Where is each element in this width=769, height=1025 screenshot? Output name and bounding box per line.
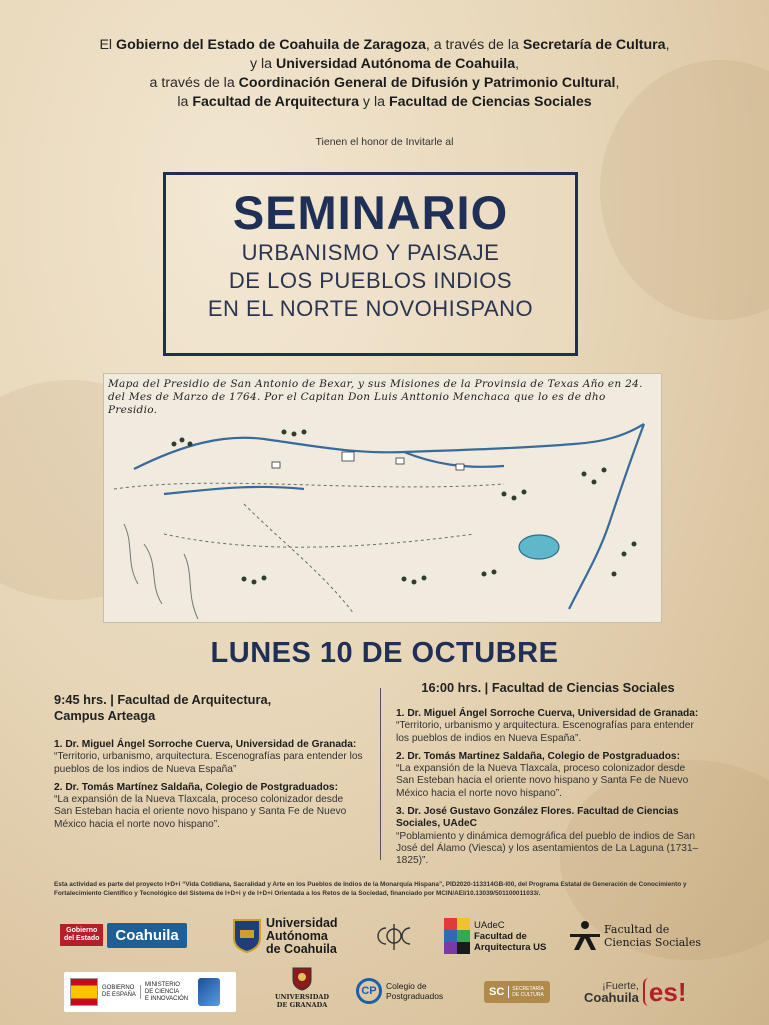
secretaria-cultura-logo	[484, 981, 550, 1003]
spain-flag-icon	[70, 978, 98, 1006]
gobierno-badge	[60, 924, 103, 946]
uadec-text-1: Universidad	[266, 915, 338, 930]
sc-text-3: DE CULTURA	[512, 992, 544, 998]
talk-speaker: 1. Dr. Miguel Ángel Sorroche Cuerva, Universidad de Granada:	[396, 708, 699, 719]
map-drawing	[104, 374, 662, 623]
gobierno-coahuila-logo	[60, 920, 210, 950]
sc-text-2: SECRETARÍA	[512, 986, 544, 992]
talk-speaker: 1. Dr. Miguel Ángel Sorroche Cuerva, Universidad de Granada:	[54, 739, 357, 750]
invitation-text: Tienen el honor de Invitarle al	[315, 136, 454, 148]
historic-map	[103, 373, 662, 623]
talk-speaker: 2. Dr. Tomás Martínez Saldaña, Colegio de Postgraduados:	[54, 781, 338, 793]
colegio-postgraduados-logo	[356, 976, 456, 1006]
aei-mark-icon	[198, 978, 220, 1006]
coahuila-badge: Coahuila	[107, 923, 186, 948]
talk-item	[396, 708, 700, 745]
es-mark: es!	[643, 978, 687, 1006]
esp-text-1: GOBIERNO	[102, 985, 135, 991]
esp-text-2: DE ESPAÑA	[102, 992, 136, 998]
talk-speaker: 3. Dr. José Gustavo González Flores. Facultad de Ciencias Sociales, UAdeC	[396, 806, 679, 830]
column-divider	[380, 688, 381, 860]
talk-title: “La expansión de la Nueva Tlaxcala, proceso colonizador desde San Esteban hacia el oriente novo hispano y Santa Fe de Nuevo México hacia el norte novo hispano”.	[396, 763, 689, 799]
cp-text-1: Colegio de	[386, 981, 427, 991]
coahuila-es-logo	[584, 972, 714, 1012]
farq-text-1: UAdeC	[474, 919, 505, 931]
min-text-2: DE CIENCIA	[144, 988, 180, 995]
uadec-shield-icon	[232, 918, 262, 954]
estado-text: del Estado	[64, 935, 100, 942]
ciencias-sociales-mark-icon	[570, 920, 600, 952]
afternoon-venue: 16:00 hrs. | Facultad de Ciencias Sociales	[421, 680, 675, 695]
header-line-2: y la Universidad Autónoma de Coahuila,	[249, 56, 520, 72]
talk-item	[396, 806, 700, 867]
talk-title: “La expansión de la Nueva Tlaxcala, proceso colonizador desde San Esteban hacia el oriente novo hispano y Santa Fe de Nuevo México hacia el norte novo hispano”.	[54, 794, 347, 830]
header-line-4: la Facultad de Arquitectura y la Facultad de Ciencias Sociales	[177, 94, 592, 110]
morning-venue	[54, 692, 364, 724]
cp-text-2: Postgraduados	[386, 991, 444, 1001]
talk-title: “Poblamiento y dinámica demográfica del pueblo de indios de San José del Álamo (Viesca) y los asentamientos de La Laguna (1731–1825)”.	[396, 830, 699, 867]
uadec-text-3: de Coahuila	[266, 941, 337, 956]
ugr-text-2: DE GRANADA	[276, 1001, 328, 1009]
talk-item	[54, 782, 364, 831]
uadec-logo	[232, 914, 352, 958]
header-line-3: a través de la Coordinación General de Difusión y Patrimonio Cultural,	[149, 75, 620, 91]
afternoon-session	[396, 680, 700, 874]
min-text-1: MINISTERIO	[144, 981, 180, 988]
uadec-text-2: Autónoma	[266, 928, 328, 943]
morning-session	[54, 692, 364, 837]
granada-crest-icon	[291, 966, 313, 992]
arquitectura-mark-icon	[444, 918, 470, 954]
map-caption-line-1: Mapa del Presidio de San Antonio de Bexar, y sus Misiones de la Provinsia de Texas Año en 24.	[108, 378, 643, 390]
event-date: LUNES 10 DE OCTUBRE	[210, 637, 559, 669]
talk-item	[396, 751, 700, 800]
talk-title: “Territorio, urbanismo, arquitectura. Escenografías para entender los pueblos de los indios de Nueva España”	[54, 751, 363, 775]
gobierno-text: Gobierno	[66, 927, 98, 934]
morning-venue-line-1: 9:45 hrs. | Facultad de Arquitectura,	[54, 692, 272, 707]
seminar-subtitle-3: EN EL NORTE NOVOHISPANO	[207, 296, 534, 321]
talk-item	[54, 739, 364, 776]
min-text-3: E INNOVACIÓN	[144, 995, 189, 1002]
cpc-monogram-icon	[372, 920, 416, 954]
map-caption-line-2: del Mes de Marzo de 1764. Por el Capitan Don Luis Anttonio Menchaca que lo es de dho Presidio.	[108, 391, 606, 416]
cp-mark-icon: CP	[356, 978, 382, 1004]
morning-venue-line-2: Campus Arteaga	[54, 708, 156, 723]
seminar-subtitle-2: DE LOS PUEBLOS INDIOS	[228, 268, 513, 293]
header-line-1: El Gobierno del Estado de Coahuila de Zaragoza, a través de la Secretaría de Cultura,	[99, 37, 670, 53]
lake	[519, 535, 559, 559]
seminar-title-box	[163, 172, 578, 356]
universidad-granada-logo	[268, 966, 336, 1016]
sc-text: SC	[489, 986, 505, 998]
farq-text-3: Arquitectura US	[474, 941, 547, 953]
ugr-text-1: UNIVERSIDAD	[274, 993, 330, 1001]
seminar-subtitle-1: URBANISMO Y PAISAJE	[241, 240, 500, 265]
coahuila-text: Coahuila	[584, 990, 639, 1005]
cpc-logo	[372, 918, 420, 956]
gobierno-espana-logo	[64, 972, 236, 1012]
talk-speaker: 2. Dr. Tomás Martinez Saldaña, Colegio de Postgraduados:	[396, 750, 680, 762]
facultad-arquitectura-logo	[444, 916, 554, 956]
fuerte-text: ¡Fuerte,	[602, 980, 639, 992]
seminar-title: SEMINARIO	[232, 186, 509, 239]
organizers-header	[0, 36, 769, 112]
funding-footnote: Esta actividad es parte del proyecto I+D+i “Vida Cotidiana, Sacralidad y Arte en los Pueblos de Indios de la Monarquía Hispana”, PID2020-113314GB-I00, del Programa Estatal de Generación de Conocimiento y Fortalecimiento Científico y Tecnológico del Sistema de I+D+i y de I+D+i Orientada a los Retos de la Sociedad, financiado por MCIN/AEI/10.13039/501100011033/.	[54, 881, 687, 897]
fcs-text-2: Ciencias Sociales	[604, 936, 701, 949]
fcs-text-1: Facultad de	[604, 923, 670, 936]
talk-title: “Territorio, urbanismo y arquitectura. Escenografías para entender los pueblos de indios en Nueva España”.	[396, 720, 694, 744]
farq-text-2: Facultad de	[474, 930, 527, 942]
facultad-ciencias-sociales-logo	[570, 918, 720, 954]
